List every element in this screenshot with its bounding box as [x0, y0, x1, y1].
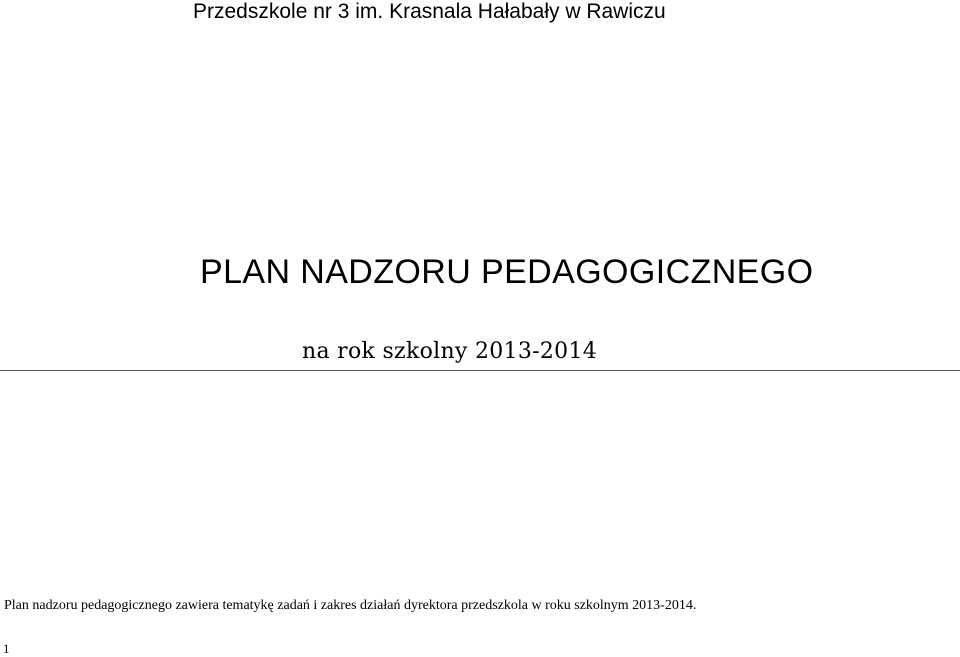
school-year-subtitle: na rok szkolny 2013-2014 — [302, 339, 598, 364]
school-name-header: Przedszkole nr 3 im. Krasnala Hałabały w Rawiczu — [193, 0, 666, 23]
horizontal-divider — [0, 370, 960, 371]
page-number: 1 — [3, 641, 10, 656]
plan-description: Plan nadzoru pedagogicznego zawiera tematykę zadań i zakres działań dyrektora przedszkola w roku szkolnym 2013-2014. — [4, 598, 697, 613]
document-title: PLAN NADZORU PEDAGOGICZNEGO — [200, 253, 814, 291]
